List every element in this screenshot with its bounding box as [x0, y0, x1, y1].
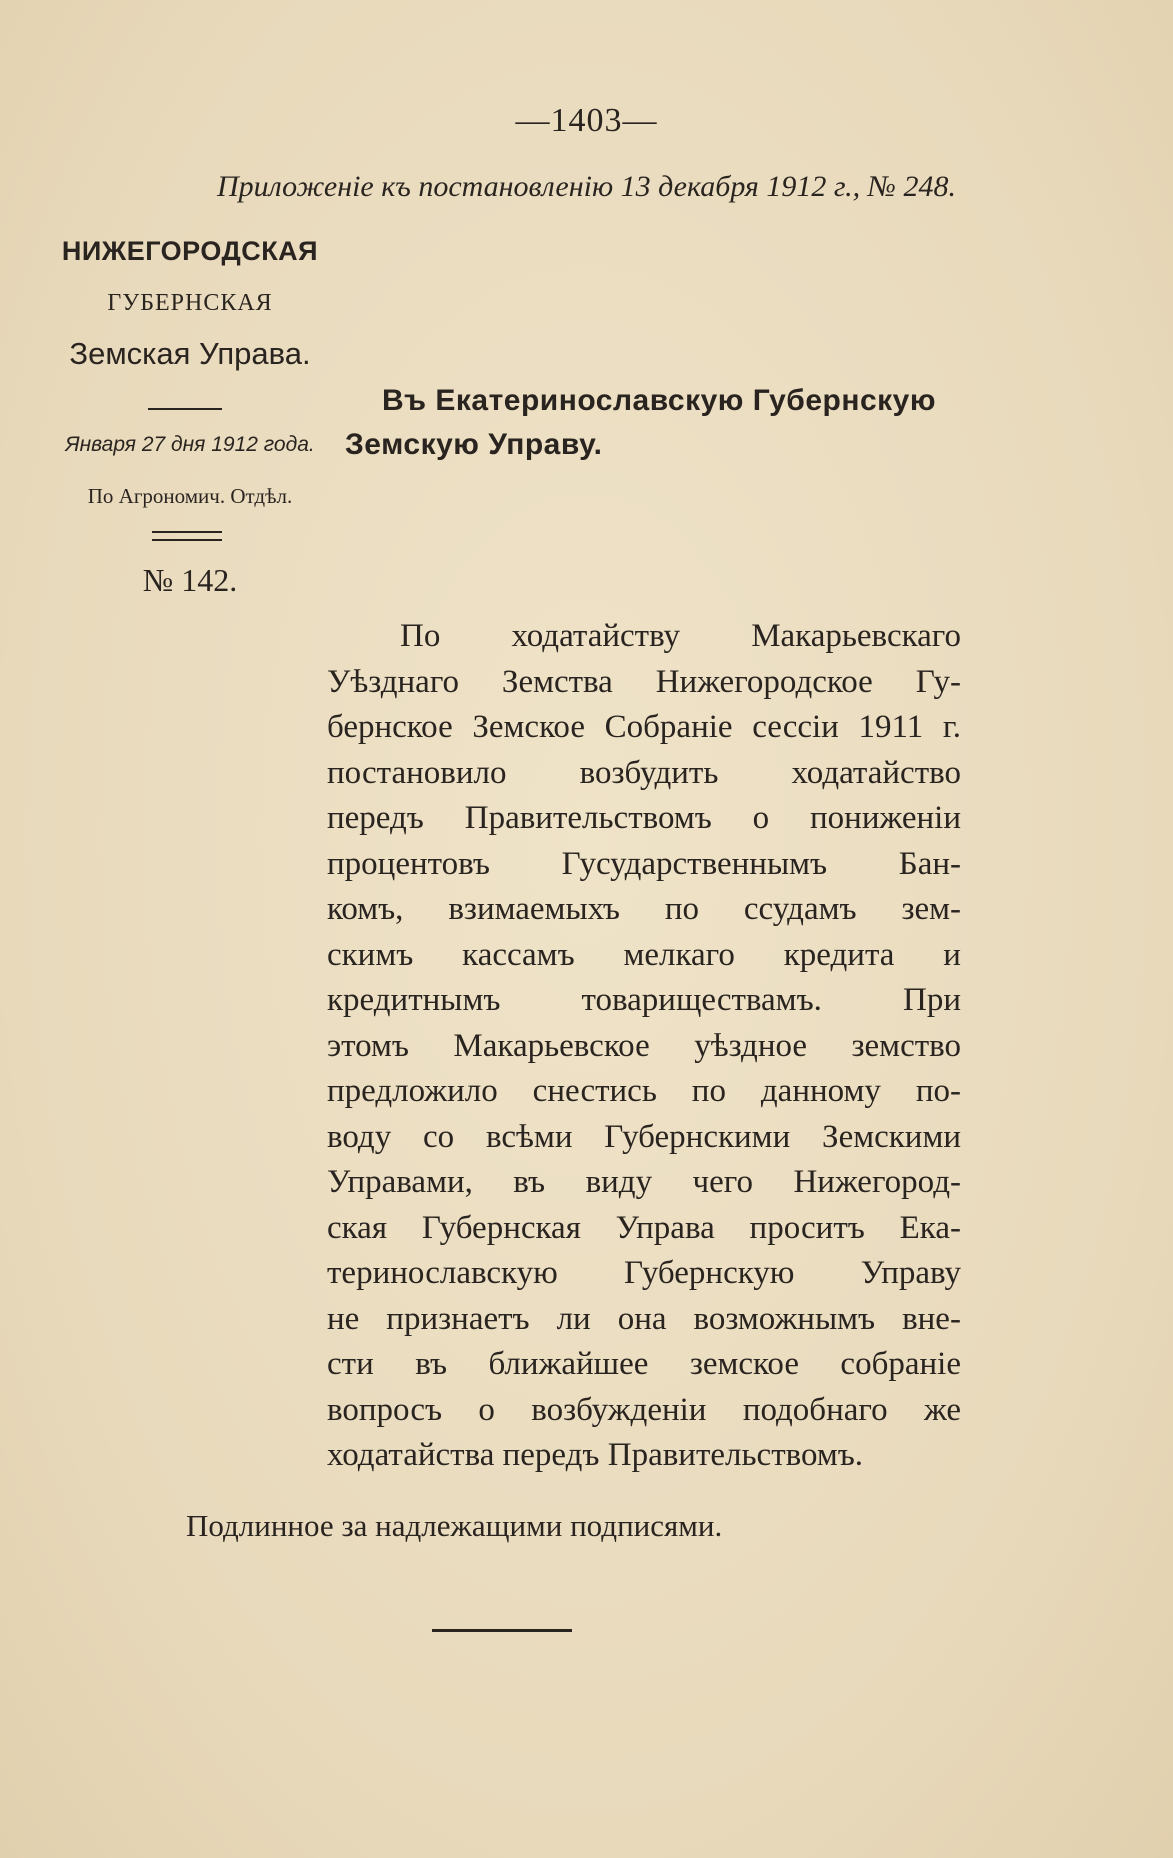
- appendix-note: Приложеніе къ постановленію 13 декабря 1912 г., № 248.: [217, 170, 956, 203]
- letter-date: Января 27 дня 1912 года.: [65, 433, 315, 456]
- sender-name-line-1: НИЖЕГОРОДСКАЯ: [61, 236, 319, 266]
- body-line: вопросъ о возбужденіи подобнаго же: [327, 1391, 961, 1428]
- body-line: ходатайства передъ Правительствомъ.: [327, 1437, 864, 1473]
- sender-name-line-2: ГУБЕРНСКАЯ: [107, 290, 273, 316]
- body-line: постановило возбудить ходатайство: [327, 754, 961, 791]
- page-number: —1403—: [515, 102, 658, 139]
- end-divider: [432, 1629, 572, 1632]
- recipient-line-1: Въ Екатеринославскую Губернскую: [382, 384, 936, 417]
- body-line: ская Губернская Управа проситъ Ека-: [327, 1209, 961, 1246]
- body-line: теринославскую Губернскую Управу: [327, 1255, 961, 1291]
- body-line: этомъ Макарьевское уѣздное земство: [327, 1027, 961, 1064]
- document-number: № 142.: [142, 562, 238, 598]
- sender-double-divider: [152, 531, 222, 541]
- recipient-line-2: Земскую Управу.: [345, 428, 603, 461]
- body-line: кредитнымъ товариществамъ. При: [327, 982, 961, 1018]
- closing-note: Подлинное за надлежащими подписями.: [186, 1508, 723, 1543]
- body-line: По ходатайству Макарьевскаго: [400, 618, 961, 654]
- body-line: Уѣзднаго Земства Нижегородское Гу-: [327, 663, 961, 700]
- body-line: Управами, въ виду чего Нижегород-: [327, 1164, 961, 1200]
- department: По Агрономич. Отдѣл.: [87, 484, 293, 508]
- body-line: воду со всѣми Губернскими Земскими: [327, 1118, 961, 1155]
- body-line: процентовъ Гусударственнымъ Бан-: [327, 845, 961, 882]
- body-line: передъ Правительствомъ о пониженіи: [327, 800, 961, 836]
- sender-name-line-3: Земская Управа.: [69, 336, 311, 371]
- body-line: не признаетъ ли она возможнымъ вне-: [327, 1300, 961, 1337]
- sender-divider: [148, 408, 222, 410]
- body-line: предложило снестись по данному по-: [327, 1073, 961, 1109]
- body-line: сти въ ближайшее земское собраніе: [327, 1346, 961, 1382]
- letter-body: [327, 614, 961, 1479]
- body-line: бернское Земское Собраніе сессіи 1911 г.: [327, 709, 961, 745]
- body-line: комъ, взимаемыхъ по ссудамъ зем-: [327, 891, 961, 927]
- body-line: скимъ кассамъ мелкаго кредита и: [327, 936, 961, 973]
